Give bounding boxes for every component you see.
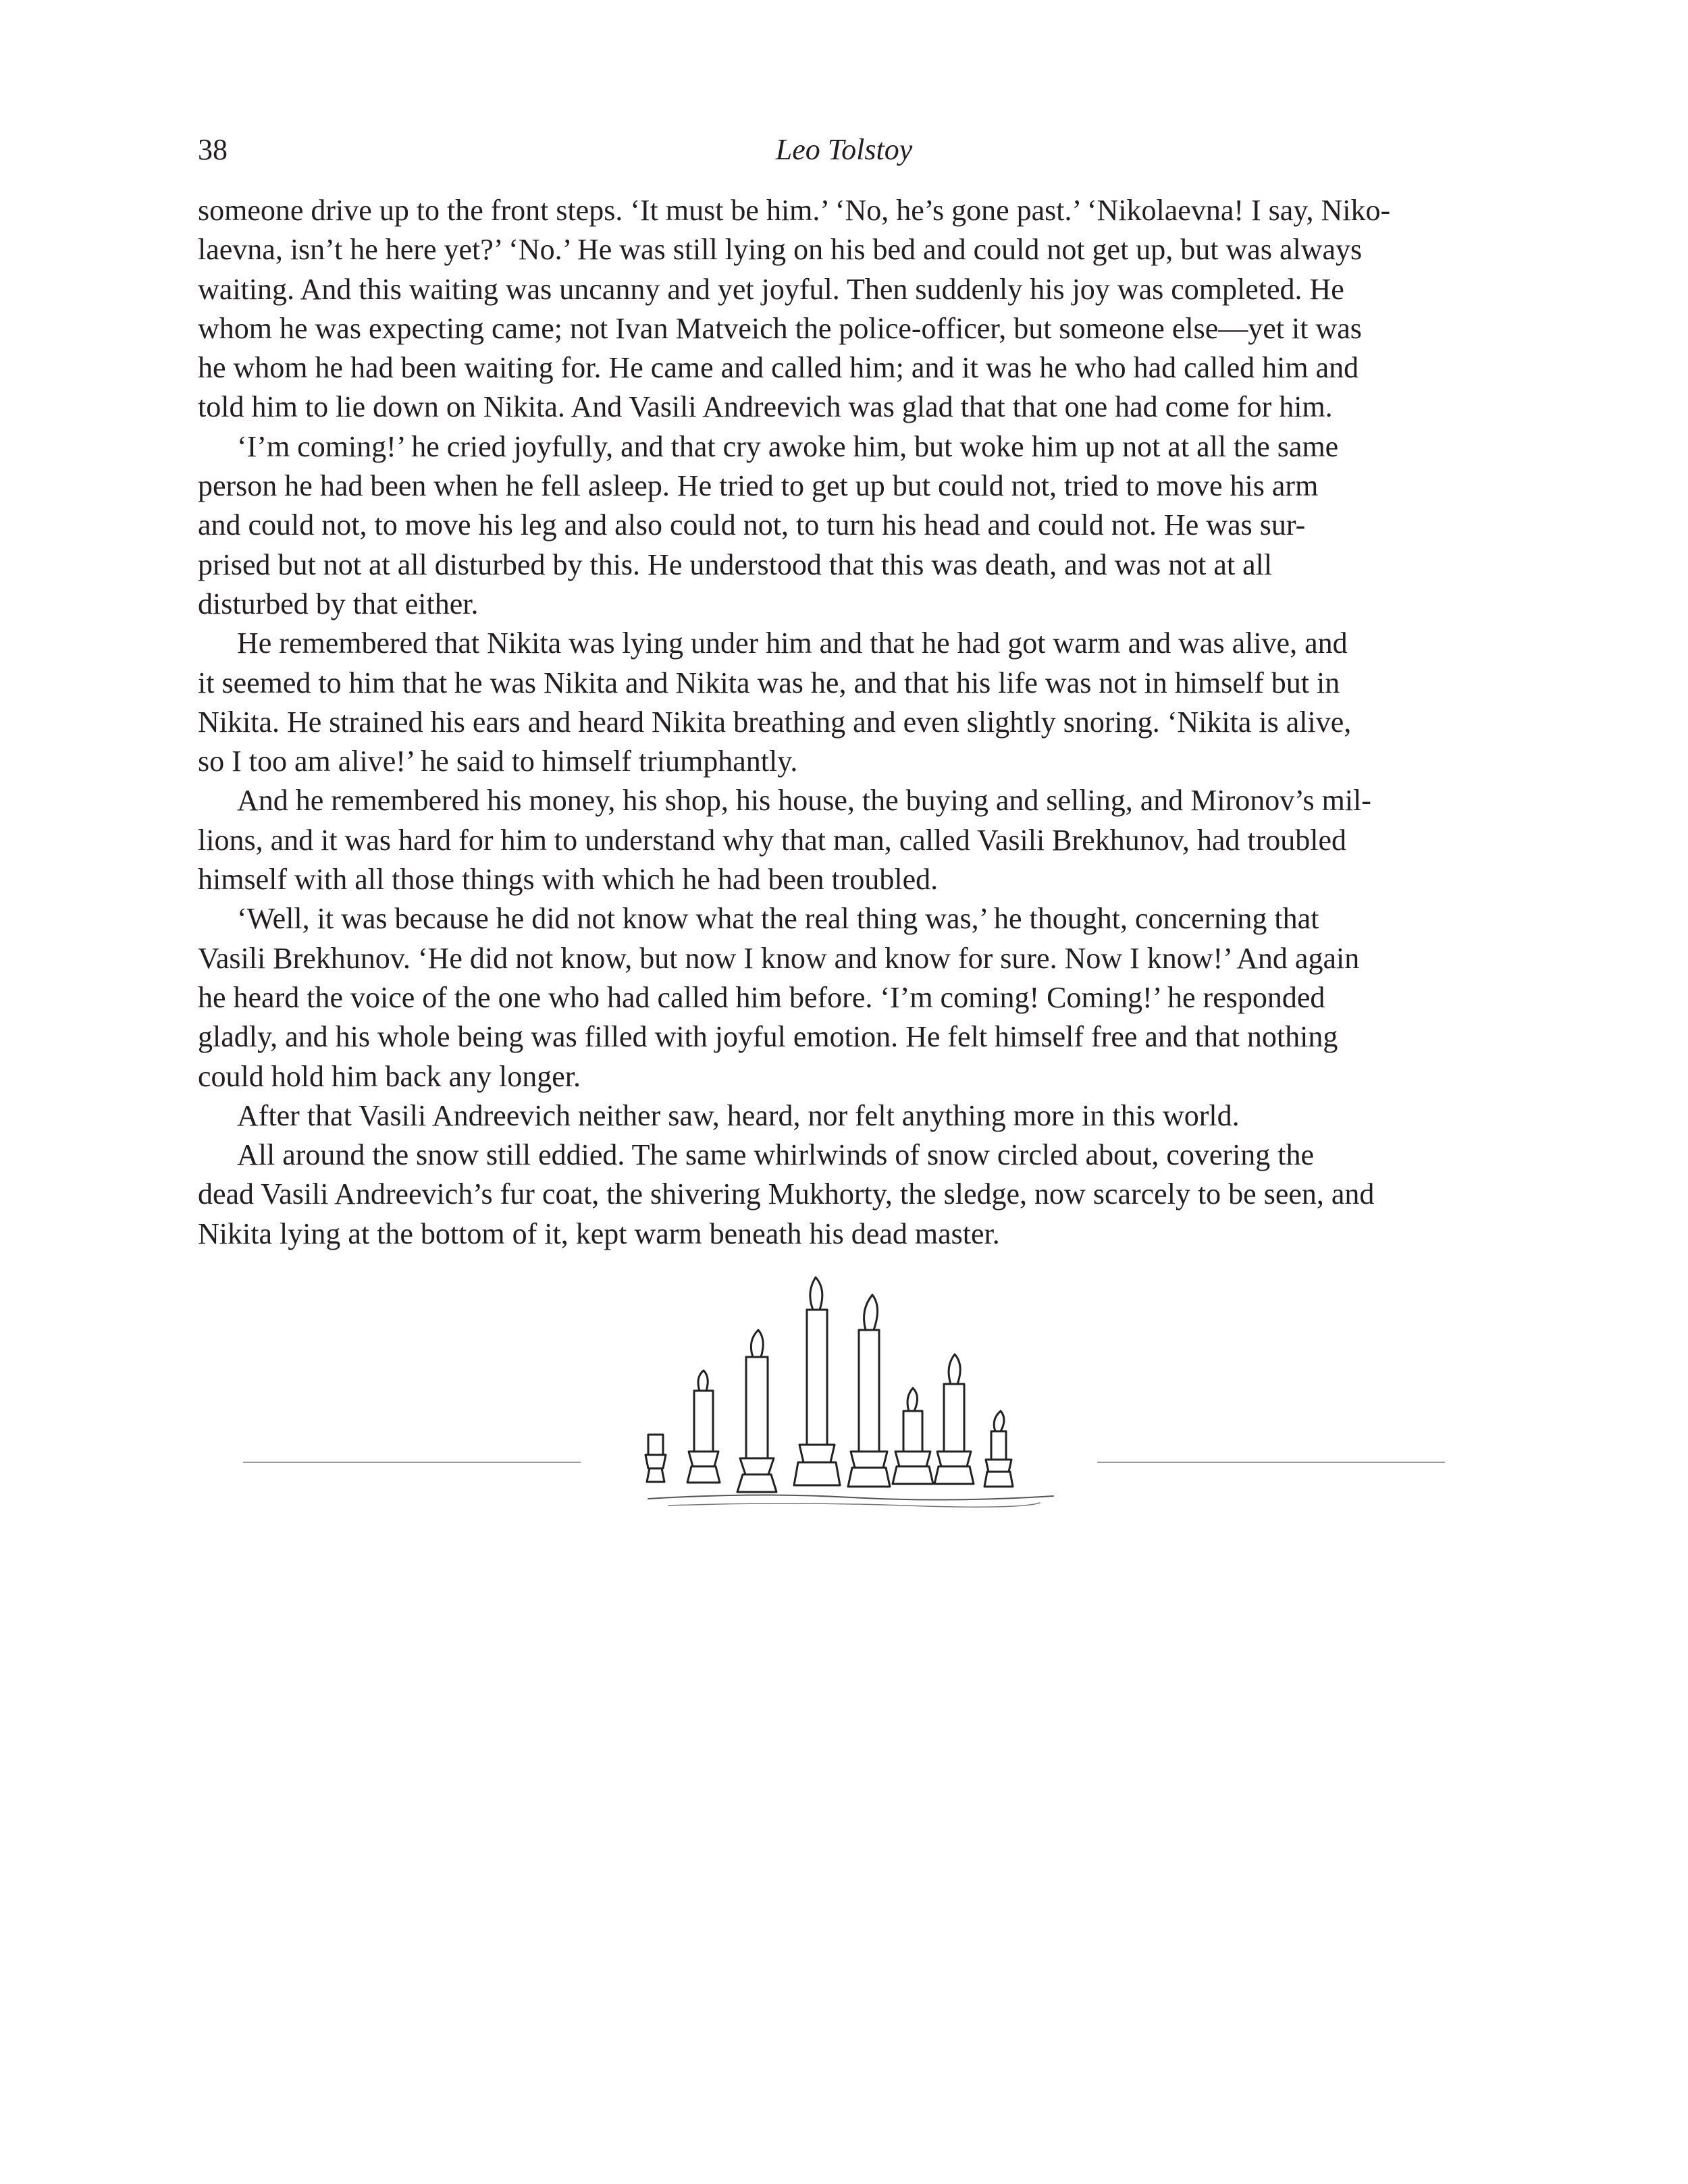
text-line: prised but not at all disturbed by this. He understood that this was death, and was not at all bbox=[198, 548, 1273, 581]
text-line: someone drive up to the front steps. ‘It must be him.’ ‘No, he’s gone past.’ ‘Nikolaevna! I say, Niko- bbox=[198, 194, 1391, 227]
text-line: Nikita lying at the bottom of it, kept warm beneath his dead master. bbox=[198, 1217, 1000, 1250]
text-line: disturbed by that either. bbox=[198, 587, 479, 620]
text-line: Vasili Brekhunov. ‘He did not know, but now I know and know for sure. Now I know!’ And again bbox=[198, 941, 1360, 975]
text-line: laevna, isn’t he here yet?’ ‘No.’ He was still lying on his bed and could not get up, but was always bbox=[198, 233, 1363, 267]
text-line: person he had been when he fell asleep. He tried to get up but could not, tried to move his arm bbox=[198, 469, 1319, 503]
text-line: he heard the voice of the one who had called him before. ‘I’m coming! Coming!’ he responded bbox=[198, 980, 1325, 1014]
candle-icon bbox=[848, 1295, 890, 1487]
page-number: 38 bbox=[198, 133, 228, 166]
text-line: and could not, to move his leg and also could not, to turn his head and could not. He was sur- bbox=[198, 508, 1306, 542]
candle-icon bbox=[737, 1330, 776, 1492]
candle-icon bbox=[645, 1435, 666, 1482]
text-line: so I too am alive!’ he said to himself triumphantly. bbox=[198, 745, 798, 778]
text-line: And he remembered his money, his shop, his house, the buying and selling, and Mironov’s mil- bbox=[237, 784, 1371, 818]
text-line: lions, and it was hard for him to understand why that man, called Vasili Brekhunov, had troubled bbox=[198, 823, 1347, 857]
candle-icon bbox=[893, 1388, 933, 1484]
text-line: He remembered that Nikita was lying under him and that he had got warm and was alive, and bbox=[237, 627, 1348, 660]
text-line: it seemed to him that he was Nikita and Nikita was he, and that his life was not in himself but in bbox=[198, 666, 1340, 699]
candle-icon bbox=[984, 1411, 1013, 1487]
text-line: he whom he had been waiting for. He came and called him; and it was he who had called him and bbox=[198, 351, 1359, 385]
text-line: waiting. And this waiting was uncanny and yet joyful. Then suddenly his joy was completed. He bbox=[198, 272, 1344, 306]
text-line: could hold him back any longer. bbox=[198, 1059, 581, 1093]
text-line: whom he was expecting came; not Ivan Matveich the police-officer, but someone else—yet it was bbox=[198, 311, 1362, 345]
text-line: After that Vasili Andreevich neither saw, heard, nor felt anything more in this world. bbox=[237, 1098, 1240, 1132]
running-title: Leo Tolstoy bbox=[775, 133, 913, 166]
text-line: told him to lie down on Nikita. And Vasili Andreevich was glad that that one had come for him. bbox=[198, 390, 1333, 424]
text-line: ‘Well, it was because he did not know what the real thing was,’ he thought, concerning that bbox=[237, 902, 1319, 936]
text-line: gladly, and his whole being was filled with joyful emotion. He felt himself free and that nothing bbox=[198, 1020, 1338, 1054]
text-line: ‘I’m coming!’ he cried joyfully, and that cry awoke him, but woke him up not at all the same bbox=[237, 429, 1339, 463]
text-line: himself with all those things with which he had been troubled. bbox=[198, 863, 939, 897]
body-text bbox=[198, 191, 1484, 1254]
text-line: dead Vasili Andreevich’s fur coat, the shivering Mukhorty, the sledge, now scarcely to be seen, and bbox=[198, 1177, 1375, 1211]
text-line: All around the snow still eddied. The same whirlwinds of snow circled about, covering the bbox=[237, 1138, 1315, 1172]
text-line: Nikita. He strained his ears and heard Nikita breathing and even slightly snoring. ‘Nikita is alive, bbox=[198, 705, 1352, 739]
candle-icon bbox=[934, 1354, 974, 1484]
candles-illustration bbox=[621, 1269, 1080, 1519]
candle-icon bbox=[687, 1370, 720, 1483]
divider-rule-right bbox=[1097, 1462, 1445, 1463]
candle-icon bbox=[794, 1277, 840, 1485]
end-ornament bbox=[243, 1269, 1445, 1519]
divider-rule-left bbox=[243, 1462, 581, 1463]
